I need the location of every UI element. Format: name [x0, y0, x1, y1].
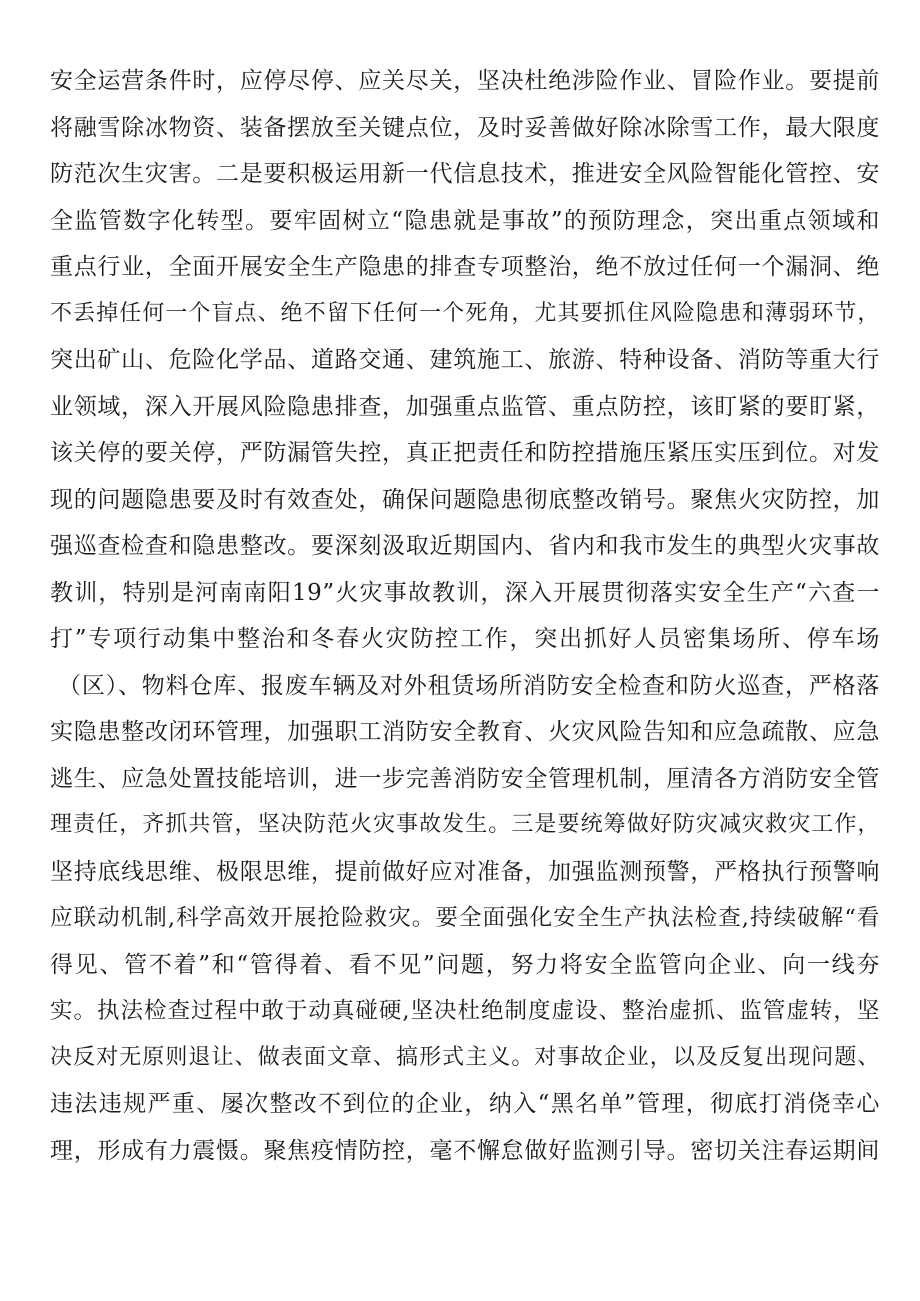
text-line: 不丢掉任何一个盲点、绝不留下任何一个死角，尤其要抓住风险隐患和薄弱环节， [50, 300, 880, 326]
text-line: 得见、管不着”和“管得着、看不见”问题，努力将安全监管向企业、向一线夯 [50, 951, 880, 978]
text-line: 现的问题隐患要及时有效查处，确保问题隐患彻底整改销号。聚焦火灾防控，加 [50, 486, 880, 513]
text-line: 全监管数字化转型。要牢固树立“隐患就是事故”的预防理念，突出重点领域和 [50, 207, 880, 234]
text-line: （区）、物料仓库、报废车辆及对外租赁场所消防安全检查和防火巡查，严格落 [58, 672, 880, 699]
text-line: 突出矿山、危险化学品、道路交通、建筑施工、旅游、特种设备、消防等重大行 [50, 347, 880, 373]
text-line: 防范次生灾害。二是要积极运用新一代信息技术，推进安全风险智能化管控、安 [50, 161, 880, 187]
text-line: 安全运营条件时，应停尽停、应关尽关，坚决杜绝涉险作业、冒险作业。要提前 [50, 68, 880, 94]
text-line: 业领域，深入开展风险隐患排查，加强重点监管、重点防控，该盯紧的要盯紧， [50, 393, 880, 420]
text-line: 理责任，齐抓共管，坚决防范火灾事故发生。三是要统筹做好防灾减灾救灾工作， [50, 812, 880, 837]
text-line: 该关停的要关停，严防漏管失控，真正把责任和防控措施压紧压实压到位。对发 [50, 440, 880, 466]
text-line: 教训，特别是河南南阳19”火灾事故教训，深入开展贯彻落实安全生产“六查一 [50, 579, 880, 606]
text-line: 重点行业，全面开展安全生产隐患的排查专项整治，绝不放过任何一个漏洞、绝 [50, 254, 880, 280]
text-line: 打”专项行动集中整治和冬春火灾防控工作，突出抓好人员密集场所、停车场 [50, 626, 880, 652]
text-line: 将融雪除冰物资、装备摆放至关键点位，及时妥善做好除冰除雪工作，最大限度 [50, 114, 880, 141]
text-line: 实。执法检查过程中敢于动真碰硬,坚决杜绝制度虚设、整治虚抓、监管虚转，坚 [50, 998, 880, 1024]
body-paragraph [50, 58, 880, 1174]
text-line: 逃生、应急处置技能培训，进一步完善消防安全管理机制，厘清各方消防安全管 [50, 765, 880, 792]
text-line: 坚持底线思维、极限思维，提前做好应对准备，加强监测预警，严格执行预警响 [50, 858, 880, 885]
text-line: 应联动机制,科学高效开展抢险救灾。要全面强化安全生产执法检查,持续破解“看 [50, 905, 880, 931]
text-line: 决反对无原则退让、做表面文章、搞形式主义。对事故企业，以及反复出现问题、 [50, 1044, 880, 1070]
text-line: 实隐患整改闭环管理，加强职工消防安全教育、火灾风险告知和应急疏散、应急 [50, 719, 880, 745]
text-line: 理，形成有力震慑。聚焦疫情防控，毫不懈怠做好监测引导。密切关注春运期间 [50, 1137, 880, 1164]
text-line: 强巡查检查和隐患整改。要深刻汲取近期国内、省内和我市发生的典型火灾事故 [50, 533, 880, 559]
text-line: 违法违规严重、屡次整改不到位的企业，纳入“黑名单”管理，彻底打消侥幸心 [50, 1091, 880, 1117]
